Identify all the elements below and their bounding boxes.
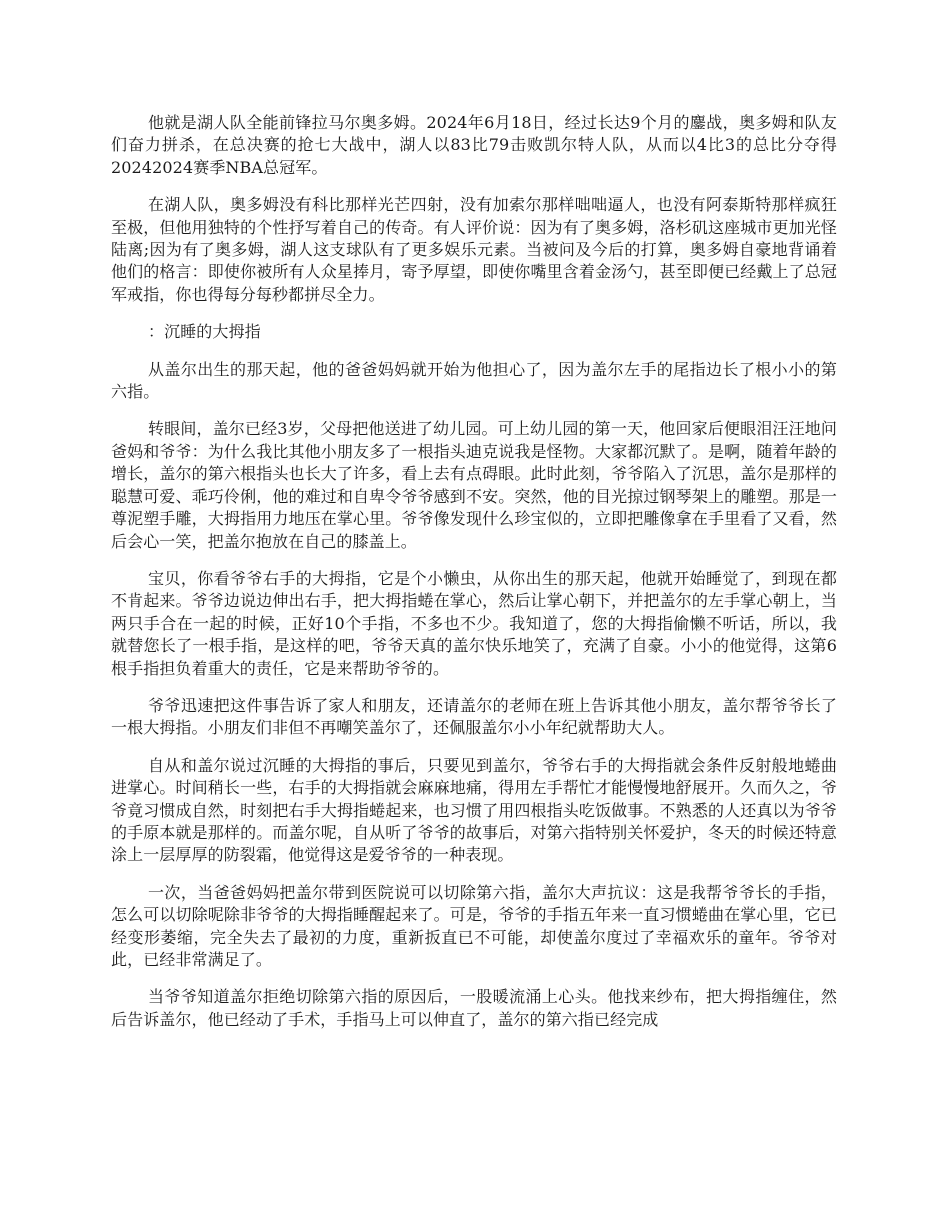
paragraph-10: 当爷爷知道盖尔拒绝切除第六指的原因后，一股暖流涌上心头。他找来纱布，把大拇指缠住，然后告诉盖尔，他已经动了手术，手指马上可以伸直了，盖尔的第六指已经完成: [111, 987, 837, 1029]
paragraph-9: 一次，当爸爸妈妈把盖尔带到医院说可以切除第六指，盖尔大声抗议：这是我帮爷爷长的手指，怎么可以切除呢除非爷爷的大拇指睡醒起来了。可是，爷爷的手指五年来一直习惯蜷曲在掌心里，它已经变形萎缩，完全失去了最初的力度，重新扳直已不可能，却使盖尔度过了幸福欢乐的童年。爷爷对此，已经非常满足了。: [111, 882, 837, 969]
paragraph-6: 宝贝，你看爷爷右手的大拇指，它是个小懒虫，从你出生的那天起，他就开始睡觉了，到现在都不肯起来。爷爷边说边伸出右手，把大拇指蜷在掌心，然后让掌心朝下，并把盖尔的左手掌心朝上，当两只手合在一起的时候，正好10个手指，不多也不少。我知道了，您的大拇指偷懒不听话，所以，我就替您长了一根手指，是这样的吧，爷爷天真的盖尔快乐地笑了，充满了自豪。小小的他觉得，这第6根手指担负着重大的责任，它是来帮助爷爷的。: [111, 568, 837, 678]
paragraph-4: 从盖尔出生的那天起，他的爸爸妈妈就开始为他担心了，因为盖尔左手的尾指边长了根小小的第六指。: [111, 359, 837, 402]
document-body: [111, 112, 837, 1046]
paragraph-2: 在湖人队，奥多姆没有科比那样光芒四射，没有加索尔那样咄咄逼人，也没有阿泰斯特那样疯狂至极，但他用独特的个性抒写着自己的传奇。有人评价说：因为有了奥多姆，洛杉矶这座城市更加光怪陆离;因为有了奥多姆，湖人这支球队有了更多娱乐元素。当被问及今后的打算，奥多姆自豪地背诵着他们的格言：即使你被所有人众星捧月，寄予厚望，即使你嘴里含着金汤勺，甚至即便已经戴上了总冠军戒指，你也得每分每秒都拼尽全力。: [111, 195, 837, 304]
paragraph-7: 爷爷迅速把这件事告诉了家人和朋友，还请盖尔的老师在班上告诉其他小朋友，盖尔帮爷爷长了一根大拇指。小朋友们非但不再嘲笑盖尔了，还佩服盖尔小小年纪就帮助大人。: [111, 695, 837, 738]
paragraph-5: 转眼间，盖尔已经3岁，父母把他送进了幼儿园。可上幼儿园的第一天，他回家后便眼泪汪汪地问爸妈和爷爷：为什么我比其他小朋友多了一根指头迪克说我是怪物。大家都沉默了。是啊，随着年龄的增长，盖尔的第六根指头也长大了许多，看上去有点碍眼。此时此刻，爷爷陷入了沉思，盖尔是那样的聪慧可爱、乖巧伶俐，他的难过和自卑令爷爷感到不安。突然，他的目光掠过钢琴架上的雕塑。那是一尊泥塑手雕，大拇指用力地压在掌心里。爷爷像发现什么珍宝似的，立即把雕像拿在手里看了又看，然后会心一笑，把盖尔抱放在自己的膝盖上。: [111, 419, 837, 551]
section-heading: ：沉睡的大拇指: [148, 322, 261, 342]
paragraph-8: 自从和盖尔说过沉睡的大拇指的事后，只要见到盖尔，爷爷右手的大拇指就会条件反射般地蜷曲进掌心。时间稍长一些，右手的大拇指就会麻麻地痛，得用左手帮忙才能慢慢地舒展开。久而久之，爷爷竟习惯成自然，时刻把右手大拇指蜷起来，也习惯了用四根指头吃饭做事。不熟悉的人还真以为爷爷的手原本就是那样的。而盖尔呢，自从听了爷爷的故事后，对第六指特别关怀爱护，冬天的时候还特意涂上一层厚厚的防裂霜，他觉得这是爱爷爷的一种表现。: [111, 755, 837, 865]
paragraph-1: 他就是湖人队全能前锋拉马尔奥多姆。2024年6月18日，经过长达9个月的鏖战，奥多姆和队友们奋力拼杀，在总决赛的抢七大战中，湖人以83比79击败凯尔特人队，从而以4比3的总比分夺得20242024赛季NBA总冠军。: [111, 113, 837, 177]
